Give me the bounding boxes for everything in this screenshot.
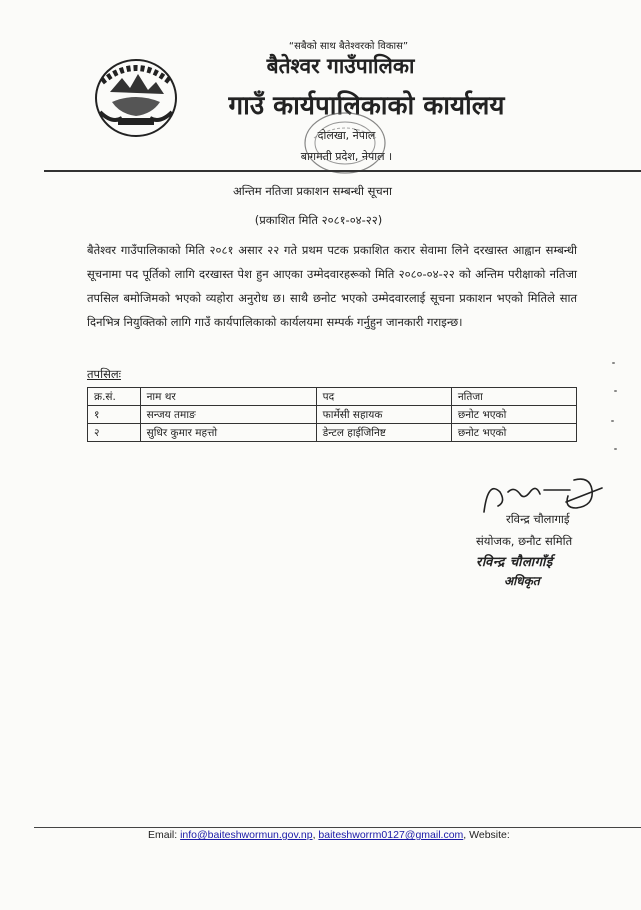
website-label: , Website: [463,829,510,841]
municipality-name: बैतेश्वर गाउँपालिका [266,54,415,78]
footer-divider [34,827,641,828]
stamp-role: अधिकृत [504,574,540,588]
stamp-name: रविन्द्र चौलागाँई [476,555,553,570]
published-date: (प्रकाशित मिति २०८१-०४-२२) [254,213,383,227]
scan-speck [614,390,617,392]
table-row [88,406,577,424]
office-stamp-icon [300,108,390,178]
email-link-gmail[interactable]: baiteshworrm0127@gmail.com [318,829,464,841]
header-cell: नतिजा [451,388,576,406]
signatory-name: रविन्द्र चौलागाई [506,512,570,526]
email-link-info[interactable]: info@baiteshwormun.gov.np [180,829,313,841]
header-cell: क्र.सं. [88,388,141,406]
row-cell: १ [88,406,141,424]
row-cell: सन्जय तमाङ [140,406,316,424]
table-header-row [88,388,577,406]
row-cell: २ [88,424,141,442]
row-cell: छनोट भएको [451,424,576,442]
table-row [88,424,577,442]
slogan: “सबैको साथ बैतेश्वरको विकास” [288,41,409,52]
row-cell: फार्मेसी सहायक [316,406,451,424]
tapsil-label: तपसिलः [87,367,121,381]
scan-speck [614,448,617,450]
office-name: गाउँ कार्यपालिकाको कार्यालय [228,91,505,121]
notice-subject: अन्तिम नतिजा प्रकाशन सम्बन्धी सूचना [232,184,393,198]
footer-contact [148,829,510,841]
header-divider [44,170,641,172]
header-cell: नाम थर [140,388,316,406]
header-cell: पद [316,388,451,406]
separator: , [312,829,319,841]
row-cell: सुधिर कुमार महत्तो [140,424,316,442]
result-table [87,387,577,442]
row-cell: छनोट भएको [451,406,576,424]
scan-speck [611,420,614,422]
address-line2: बागमती प्रदेश, नेपाल । [300,150,393,163]
notice-body: बैतेश्वर गाउँपालिकाको मिति २०८१ असार २२ गते प्रथम पटक प्रकाशित करार सेवामा लिने दरखास्त आह्वान सम्बन्धी सूचनामा पद पूर्तिको लागि दरखास्त पेश हुन आएका उम्मेदवारहरूको मिति २०८०-०४-२२ को अन्तिम परीक्षाको नतिजा तपसिल बमोजिमको भएको व्यहोरा अनुरोध छ। साथै छनोट भएको उम्मेदवारलाई सूचना प्रकाशन भएको मितिले सात दिनभित्र नियुक्तिको लागि गाउँ कार्यपालिकाको कार्यलयमा सम्पर्क गर्नुहुन जानकारी गराइन्छ। [87,243,577,329]
email-label: Email: [148,829,181,841]
signatory-role: संयोजक, छनौट समिति [476,534,573,548]
scan-speck [612,362,615,364]
row-cell: डेन्टल हाईजिनिष्ट [316,424,451,442]
address-line1: दोलखा, नेपाल [317,129,376,142]
